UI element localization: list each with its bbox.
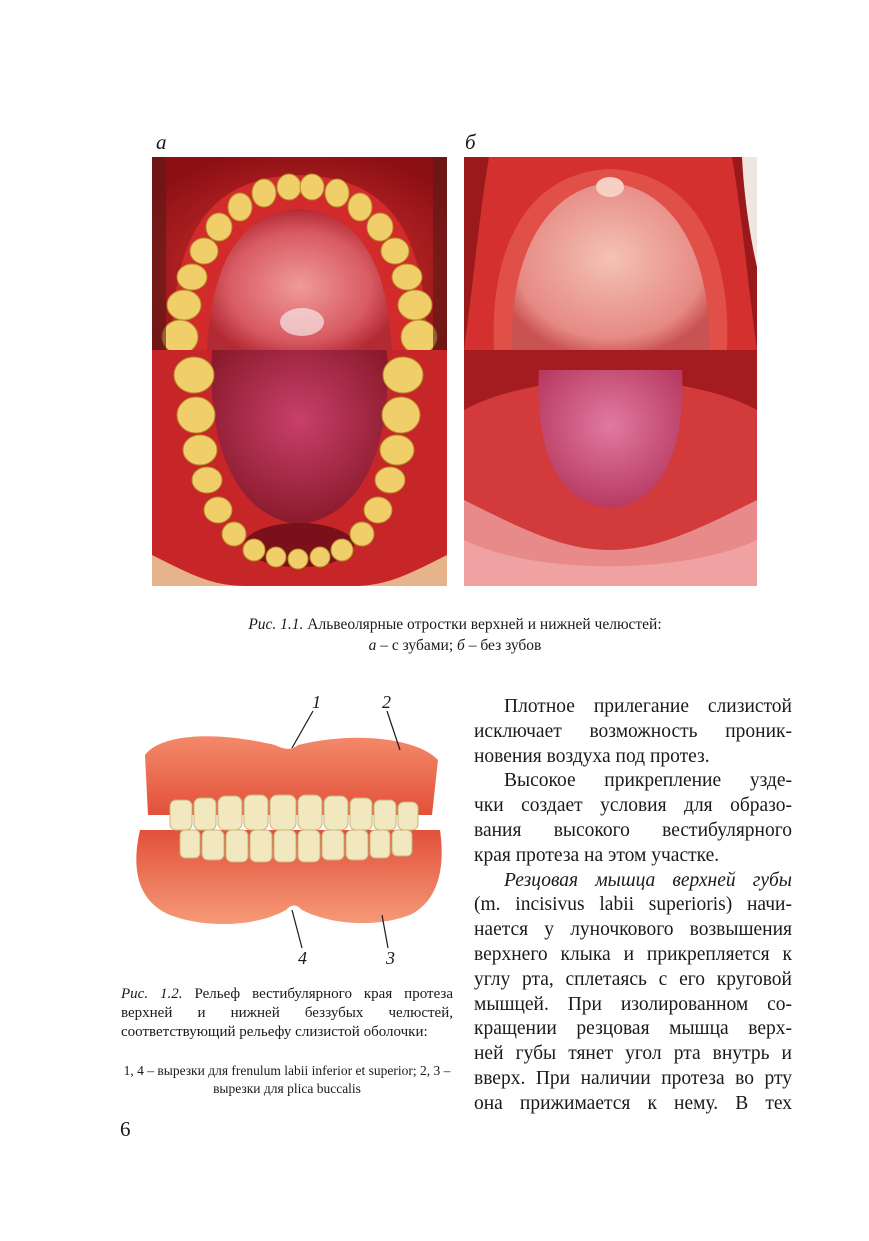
body-line: чки создает условия для образо- [474, 795, 792, 817]
body-line: вверх. При наличии протеза во рту [474, 1067, 792, 1089]
caption-1-1-end: – без зубов [464, 637, 542, 654]
marker-1: 1 [312, 692, 321, 712]
page-number: 6 [120, 1117, 131, 1141]
caption-1-1-b: б [457, 637, 465, 654]
legend-2-3: 2, 3 [419, 1063, 441, 1078]
figure-1-2-legend [119, 1062, 455, 1098]
caption-1-1-prefix: Рис. 1.1. [248, 616, 304, 633]
legend-1-4: 1, 4 [123, 1063, 144, 1078]
panel-label-b: б [465, 130, 476, 154]
body-line: верхнего клыка и прикрепляется к [474, 943, 792, 965]
body-line: Высокое прикрепление узде- [504, 770, 792, 792]
marker-3: 3 [386, 948, 395, 968]
caption-1-1-mid: – с зубами; [376, 637, 458, 654]
body-line: углу рта, сплетаясь с его круговой [474, 968, 792, 990]
body-line: она прижимается к нему. В тех [474, 1092, 792, 1114]
legend-text-2: – вырезки для plica buccalis [213, 1063, 451, 1096]
body-line: исключает возможность проник- [474, 720, 792, 742]
complete-denture-photo [120, 690, 460, 980]
body-line: вания высокого вестибулярного [474, 819, 792, 841]
edentulous-lower-jaw-photo [464, 350, 757, 586]
marker-2: 2 [382, 692, 391, 712]
marker-4: 4 [298, 948, 307, 968]
lower-jaw-with-teeth-photo [152, 350, 447, 586]
body-line: ней губы тянет угол рта внутрь и [474, 1043, 792, 1065]
body-text [474, 695, 792, 1117]
legend-text-1: – вырезки для frenulum labii inferior et superior; [143, 1063, 420, 1078]
figure-1-2-caption [121, 985, 453, 1042]
upper-jaw-with-teeth-photo [152, 157, 447, 350]
body-line: кращении резцовая мышца верх- [474, 1018, 792, 1040]
caption-1-1-a: а [368, 637, 377, 654]
body-line: края протеза на этом участке. [474, 844, 720, 866]
body-line: Плотное прилегание слизистой [504, 696, 792, 717]
caption-1-1-text: Альвеолярные отростки верхней и нижней челюстей: [303, 616, 662, 633]
edentulous-upper-jaw-photo [464, 157, 757, 350]
body-line: новения воздуха под протез. [474, 745, 710, 767]
figure-1-1-caption [150, 614, 760, 656]
caption-1-2-prefix: Рис. 1.2. [121, 986, 183, 1002]
figure-1-2 [120, 690, 460, 980]
body-line: мышцей. При изолированном со- [474, 993, 792, 1015]
body-line: Резцовая мышца верхней губы [504, 869, 792, 891]
body-line: (m. incisivus labii superioris) начи- [474, 894, 792, 916]
caption-1-2-text: Рельеф вестибулярного края протеза верхней и нижней беззубых челюстей, соответствующий рельефу слизистой оболочки: [121, 986, 453, 1040]
body-line: нается у луночкового возвышения [474, 919, 792, 941]
leader-line-4 [292, 910, 302, 948]
panel-label-a: а [156, 130, 167, 154]
